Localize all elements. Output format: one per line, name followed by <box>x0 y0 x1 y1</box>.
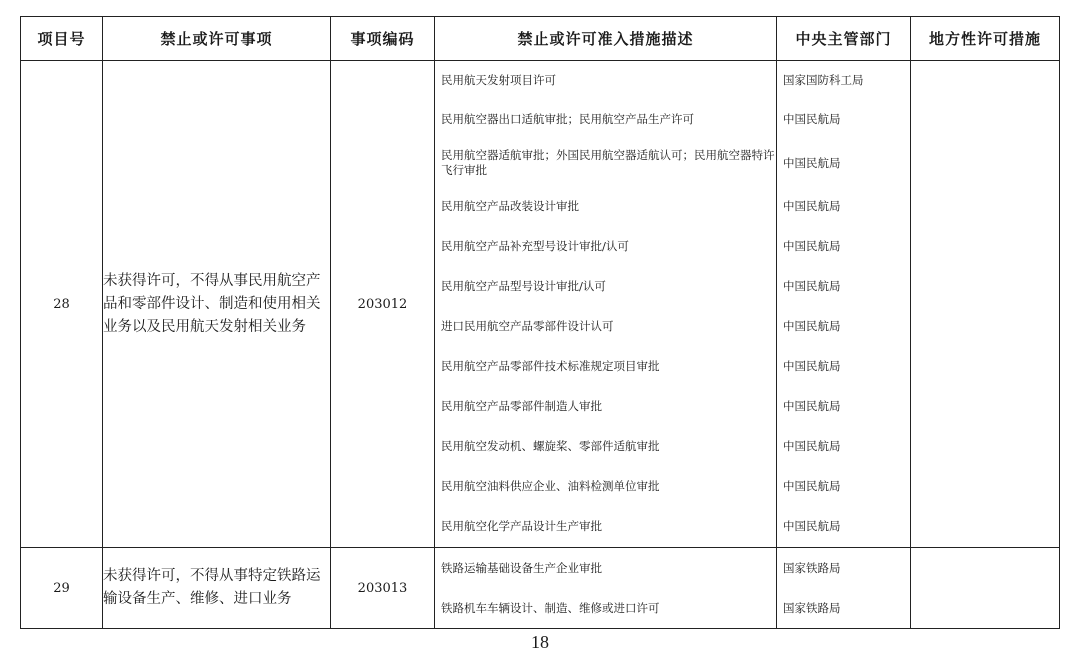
page-number: 18 <box>531 632 549 652</box>
measure-description: 民用航天发射项目许可 <box>441 73 556 87</box>
department-name: 国家铁路局 <box>783 560 841 575</box>
row-local-measures <box>911 61 1060 548</box>
header-central-department: 中央主管部门 <box>777 17 911 61</box>
measure-description: 民用航空产品改装设计审批 <box>441 199 579 213</box>
measure-description: 铁路机车车辆设计、制造、维修或进口许可 <box>441 600 660 615</box>
department-name: 国家国防科工局 <box>783 73 864 87</box>
table-row <box>21 61 1060 548</box>
measure-description: 民用航空化学产品设计生产审批 <box>441 519 602 533</box>
row-item-name: 未获得许可，不得从事特定铁路运输设备生产、维修、进口业务 <box>103 548 331 629</box>
row-central-departments <box>777 548 911 629</box>
header-item-name: 禁止或许可事项 <box>103 17 331 61</box>
header-measure-description: 禁止或许可准入措施描述 <box>435 17 777 61</box>
row-measures-description <box>435 548 777 629</box>
row-measures-description <box>435 61 777 548</box>
measure-description: 铁路运输基础设备生产企业审批 <box>441 560 602 575</box>
row-central-departments <box>777 61 911 548</box>
measure-description: 民用航空产品零部件技术标准规定项目审批 <box>441 359 660 373</box>
department-name: 中国民航局 <box>783 112 841 126</box>
department-name: 国家铁路局 <box>783 600 841 615</box>
header-item-number: 项目号 <box>21 17 103 61</box>
department-name: 中国民航局 <box>783 439 841 453</box>
department-name: 中国民航局 <box>783 359 841 373</box>
measure-description: 民用航空产品零部件制造人审批 <box>441 399 602 413</box>
measure-description: 进口民用航空产品零部件设计认可 <box>441 319 614 333</box>
department-name: 中国民航局 <box>783 239 841 253</box>
department-name: 中国民航局 <box>783 479 841 493</box>
row-number: 29 <box>21 548 103 629</box>
row-number: 28 <box>21 61 103 548</box>
department-name: 中国民航局 <box>783 319 841 333</box>
row-item-code: 203012 <box>331 61 435 548</box>
row-item-code: 203013 <box>331 548 435 629</box>
measure-description: 民用航空器出口适航审批；民用航空产品生产许可 <box>441 112 694 126</box>
department-name: 中国民航局 <box>783 519 841 533</box>
department-name: 中国民航局 <box>783 279 841 293</box>
table-header-row <box>21 17 1060 61</box>
measure-description: 民用航空油料供应企业、油料检测单位审批 <box>441 479 660 493</box>
table-row <box>21 548 1060 629</box>
department-name: 中国民航局 <box>783 155 841 170</box>
measure-description: 民用航空产品型号设计审批/认可 <box>441 279 606 293</box>
measure-description: 民用航空器适航审批；外国民用航空器适航认可；民用航空器特许飞行审批 <box>441 148 775 177</box>
permit-table <box>20 16 1060 629</box>
header-item-code: 事项编码 <box>331 17 435 61</box>
row-local-measures <box>911 548 1060 629</box>
row-item-name: 未获得许可，不得从事民用航空产品和零部件设计、制造和使用相关业务以及民用航天发射相关业务 <box>103 61 331 548</box>
header-local-measures: 地方性许可措施 <box>911 17 1060 61</box>
measure-description: 民用航空发动机、螺旋桨、零部件适航审批 <box>441 439 660 453</box>
department-name: 中国民航局 <box>783 199 841 213</box>
measure-description: 民用航空产品补充型号设计审批/认可 <box>441 239 629 253</box>
department-name: 中国民航局 <box>783 399 841 413</box>
